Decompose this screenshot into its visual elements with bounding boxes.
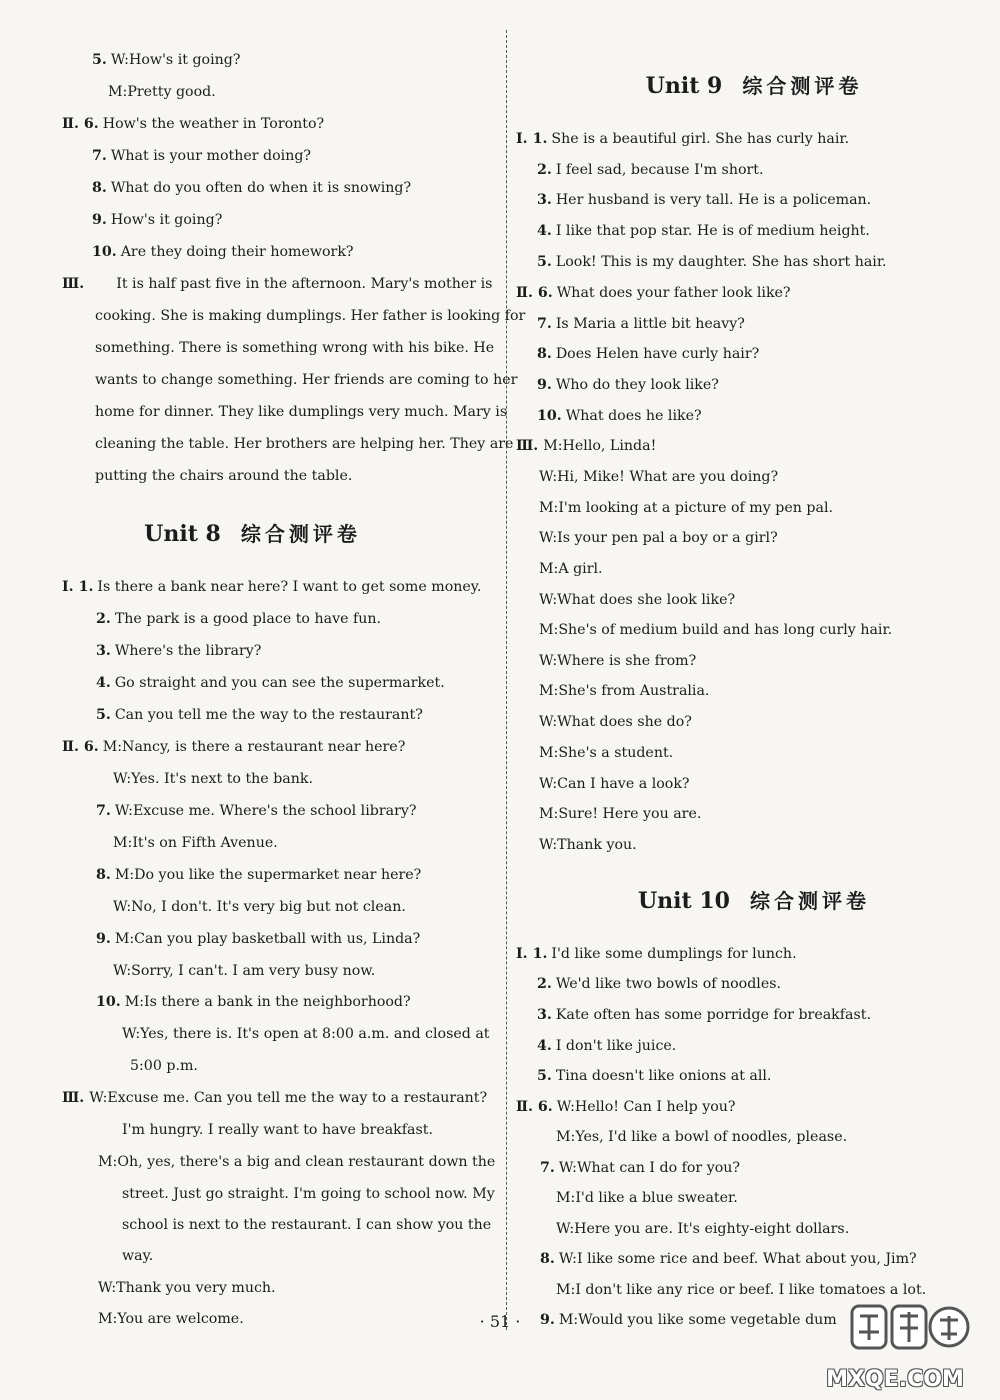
u8-q7-w: 7. W:Excuse me. Where's the school library? — [96, 803, 417, 819]
u9-q1: Ⅰ. 1. She is a beautiful girl. She has curly hair. — [516, 131, 850, 147]
unit9-title: Unit 9 — [645, 73, 723, 99]
u9-dialog-1: Ⅲ. M:Hello, Linda! — [516, 438, 657, 454]
u9-dialog-4: W:Is your pen pal a boy or a girl? — [539, 530, 778, 546]
u9-q4: 4. I like that pop star. He is of medium height. — [537, 223, 870, 239]
u8-sec3-w1-a: Ⅲ. W:Excuse me. Can you tell me the way to a restaurant? — [62, 1090, 488, 1106]
unit8-heading — [0, 518, 505, 547]
u7-sec3-line-1: Ⅲ. It is half past five in the afternoon. Mary's mother is — [62, 276, 493, 292]
u9-q9: 9. Who do they look like? — [537, 377, 719, 393]
u8-q6-m: Ⅱ. 6. M:Nancy, is there a restaurant near here? — [62, 739, 406, 755]
u10-q7-m: M:I'd like a blue sweater. — [556, 1190, 738, 1206]
u10-q2: 2. We'd like two bowls of noodles. — [537, 976, 782, 992]
u8-q3: 3. Where's the library? — [96, 643, 262, 659]
watermark — [800, 1302, 990, 1392]
u9-dialog-8: W:Where is she from? — [539, 653, 697, 669]
u8-sec3-m1-a: M:Oh, yes, there's a big and clean restaurant down the — [98, 1154, 496, 1170]
u7-sec3-line-6: cleaning the table. Her brothers are helping her. They are — [95, 436, 514, 452]
u8-sec3-m1-c: school is next to the restaurant. I can show you the — [122, 1217, 492, 1233]
u8-q9-w: W:Sorry, I can't. I am very busy now. — [113, 963, 376, 979]
u9-q2: 2. I feel sad, because I'm short. — [537, 162, 764, 178]
u9-dialog-7: M:She's of medium build and has long curly hair. — [539, 622, 893, 638]
unit9-subtitle: 综合测评卷 — [742, 74, 863, 98]
u9-q3: 3. Her husband is very tall. He is a policeman. — [537, 192, 872, 208]
u8-sec3-m1-d: way. — [122, 1248, 154, 1264]
u9-dialog-6: W:What does she look like? — [539, 592, 736, 608]
u9-q6: Ⅱ. 6. What does your father look like? — [516, 285, 791, 301]
u8-q8-w: W:No, I don't. It's very big but not clean. — [113, 899, 406, 915]
unit9-heading — [508, 70, 1000, 99]
u10-q6-w: Ⅱ. 6. W:Hello! Can I help you? — [516, 1099, 736, 1115]
u9-q7: 7. Is Maria a little bit heavy? — [537, 316, 745, 332]
u10-q6-m: M:Yes, I'd like a bowl of noodles, please. — [556, 1129, 848, 1145]
u10-q5: 5. Tina doesn't like onions at all. — [537, 1068, 772, 1084]
watermark-logo-icon — [850, 1302, 970, 1354]
u8-sec3-w1-b: I'm hungry. I really want to have breakfast. — [122, 1122, 433, 1138]
u10-q8-w: 8. W:I like some rice and beef. What about you, Jim? — [540, 1251, 917, 1267]
u8-q10-m: 10. M:Is there a bank in the neighborhood? — [96, 994, 411, 1010]
u8-q7-m: M:It's on Fifth Avenue. — [113, 835, 278, 851]
u8-sec3-m1-b: street. Just go straight. I'm going to school now. My — [122, 1186, 495, 1202]
u8-q6-w: W:Yes. It's next to the bank. — [113, 771, 313, 787]
u10-q8-m: M:I don't like any rice or beef. I like tomatoes a lot. — [556, 1282, 927, 1298]
u7-q9: 9. How's it going? — [92, 212, 223, 228]
page-number: · 51 · — [479, 1312, 521, 1331]
u10-q1: Ⅰ. 1. I'd like some dumplings for lunch. — [516, 946, 797, 962]
u9-q8: 8. Does Helen have curly hair? — [537, 346, 760, 362]
u8-q10-w-line-2: 5:00 p.m. — [130, 1058, 198, 1074]
unit10-subtitle: 综合测评卷 — [749, 889, 870, 913]
unit8-subtitle: 综合测评卷 — [240, 522, 361, 546]
u7-q5-m: M:Pretty good. — [108, 84, 216, 100]
u7-q8: 8. What do you often do when it is snowing? — [92, 180, 412, 196]
watermark-url: MXQE.COM — [826, 1367, 964, 1392]
column-divider — [506, 30, 507, 1330]
u9-q10: 10. What does he like? — [537, 408, 702, 424]
u8-q1: Ⅰ. 1. Is there a bank near here? I want to get some money. — [62, 579, 482, 595]
u9-dialog-2: W:Hi, Mike! What are you doing? — [539, 469, 779, 485]
u10-q7-w: 7. W:What can I do for you? — [540, 1160, 741, 1176]
u7-sec3-line-4: wants to change something. Her friends are coming to her — [95, 372, 518, 388]
u8-q10-w-line-1: W:Yes, there is. It's open at 8:00 a.m. and closed at — [122, 1026, 490, 1042]
unit8-title: Unit 8 — [144, 521, 221, 547]
u10-q3: 3. Kate often has some porridge for breakfast. — [537, 1007, 871, 1023]
u7-sec3-line-2: cooking. She is making dumplings. Her father is looking for — [95, 308, 526, 324]
u9-q5: 5. Look! This is my daughter. She has short hair. — [537, 254, 887, 270]
u7-q7: 7. What is your mother doing? — [92, 148, 312, 164]
u7-q5-w: 5. W:How's it going? — [92, 52, 241, 68]
unit10-heading — [508, 885, 1000, 914]
u8-q9-m: 9. M:Can you play basketball with us, Linda? — [96, 931, 421, 947]
u10-q9-m: 9. M:Would you like some vegetable dum — [540, 1312, 837, 1328]
u10-q4: 4. I don't like juice. — [537, 1038, 677, 1054]
u8-q4: 4. Go straight and you can see the supermarket. — [96, 675, 445, 691]
u9-dialog-3: M:I'm looking at a picture of my pen pal. — [539, 500, 833, 516]
u8-q5: 5. Can you tell me the way to the restaurant? — [96, 707, 423, 723]
u8-q2: 2. The park is a good place to have fun. — [96, 611, 382, 627]
unit10-title: Unit 10 — [638, 888, 730, 914]
u7-q6: Ⅱ. 6. How's the weather in Toronto? — [62, 116, 325, 132]
u9-dialog-13: M:Sure! Here you are. — [539, 806, 702, 822]
u9-dialog-9: M:She's from Australia. — [539, 683, 710, 699]
u8-q8-m: 8. M:Do you like the supermarket near here? — [96, 867, 422, 883]
u7-sec3-line-3: something. There is something wrong with his bike. He — [95, 340, 495, 356]
u9-dialog-10: W:What does she do? — [539, 714, 692, 730]
u9-dialog-5: M:A girl. — [539, 561, 603, 577]
u9-dialog-11: M:She's a student. — [539, 745, 674, 761]
u7-sec3-line-5: home for dinner. They like dumplings very much. Mary is — [95, 404, 508, 420]
u9-dialog-12: W:Can I have a look? — [539, 776, 690, 792]
u8-sec3-m2: M:You are welcome. — [98, 1311, 244, 1327]
u7-sec3-line-7: putting the chairs around the table. — [95, 468, 353, 484]
u9-dialog-14: W:Thank you. — [539, 837, 637, 853]
u7-q10: 10. Are they doing their homework? — [92, 244, 354, 260]
u10-q7-w2: W:Here you are. It's eighty-eight dollars. — [556, 1221, 850, 1237]
u8-sec3-w2: W:Thank you very much. — [98, 1280, 276, 1296]
